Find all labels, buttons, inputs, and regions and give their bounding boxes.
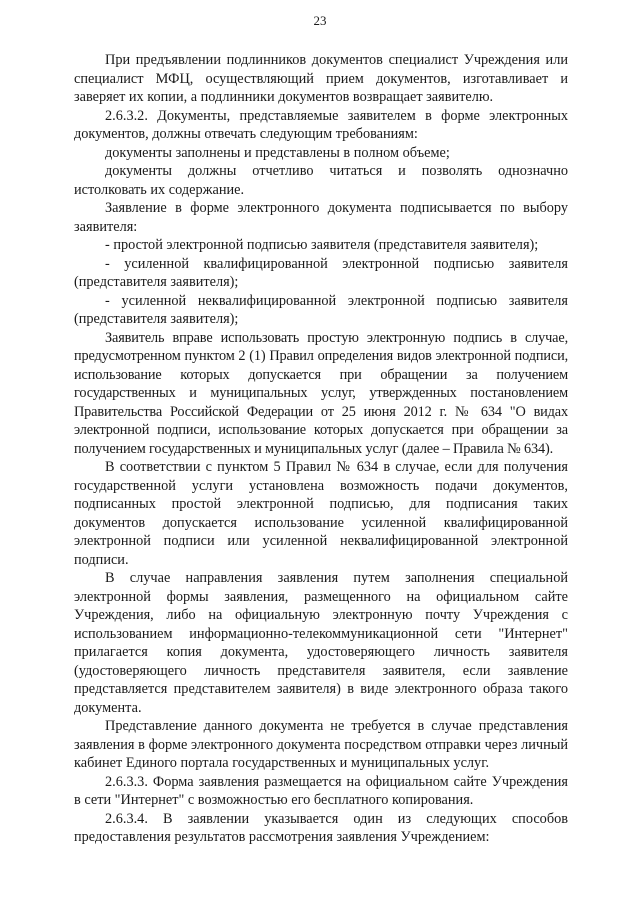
list-item-simple-signature: - простой электронной подписью заявителя (представителя заявителя);: [105, 237, 539, 253]
paragraph-requirement-readable: документы должны отчетливо читаться и позволять однозначно истолковать их содержание.: [74, 163, 568, 198]
paragraph-requirement-complete: документы заполнены и представлены в полном объеме;: [105, 144, 450, 161]
paragraph-rule-634: В соответствии с пунктом 5 Правил № 634 в случае, если для получения государственной услуги установлена возможность подачи документов, подписанных простой электронной подписью, для подписания таких документов допускается использование усиленной квалифицированной электронной подписи или усиленной неквалифицированной электронной подписи.: [74, 459, 568, 568]
paragraph-originals: При предъявлении подлинников документов специалист Учреждения или специалист МФЦ, осуществляющий прием документов, изготавливает и заверяет их копии, а подлинники документов возвращает заявителю.: [74, 52, 568, 105]
list-item-qualified-signature: - усиленной квалифицированной электронной подписью заявителя (представителя заявителя);: [74, 255, 568, 290]
paragraph-not-required: Представление данного документа не требуется в случае представления заявления в форме электронного документа посредством отправки через личный кабинет Единого портала государственных и муниципальных услуг.: [74, 718, 568, 771]
document-body: [74, 51, 568, 847]
page-number: 23: [313, 13, 327, 28]
paragraph-simple-signature-right: Заявитель вправе использовать простую электронную подпись в случае, предусмотренном пунктом 2 (1) Правил определения видов электронной подписи, использование которых допускается при обращении за получением государственных и муниципальных услуг, утвержденных постановлением Правительства Российской Федерации от 25 июня 2012 г. № 634 "О видах электронной подписи, использование которых допускается при обращении за получением государственных и муниципальных услуг (далее – Правила № 634).: [74, 329, 568, 457]
paragraph-2-6-3-2: 2.6.3.2. Документы, представляемые заявителем в форме электронных документов, должны отвечать следующим требованиям:: [74, 107, 568, 142]
paragraph-2-6-3-4: 2.6.3.4. В заявлении указывается один из следующих способов предоставления результатов рассмотрения заявления Учреждением:: [74, 810, 568, 845]
paragraph-signature-choice: Заявление в форме электронного документа подписывается по выбору заявителя:: [74, 200, 568, 235]
paragraph-electronic-form: В случае направления заявления путем заполнения специальной электронной формы заявления, размещенного на официальном сайте Учреждения, либо на официальную электронную почту Учреждения с использованием информационно-телекоммуникационной сети "Интернет" прилагается копия документа, удостоверяющего личность заявителя (удостоверяющего личность представителя заявителя, если заявление представляется представителем заявителя) в виде электронного образа такого документа.: [74, 570, 568, 716]
list-item-unqualified-signature: - усиленной неквалифицированной электронной подписью заявителя (представителя заявителя);: [74, 292, 568, 327]
paragraph-2-6-3-3: 2.6.3.3. Форма заявления размещается на официальном сайте Учреждения в сети "Интернет" с возможностью его бесплатного копирования.: [74, 773, 568, 808]
